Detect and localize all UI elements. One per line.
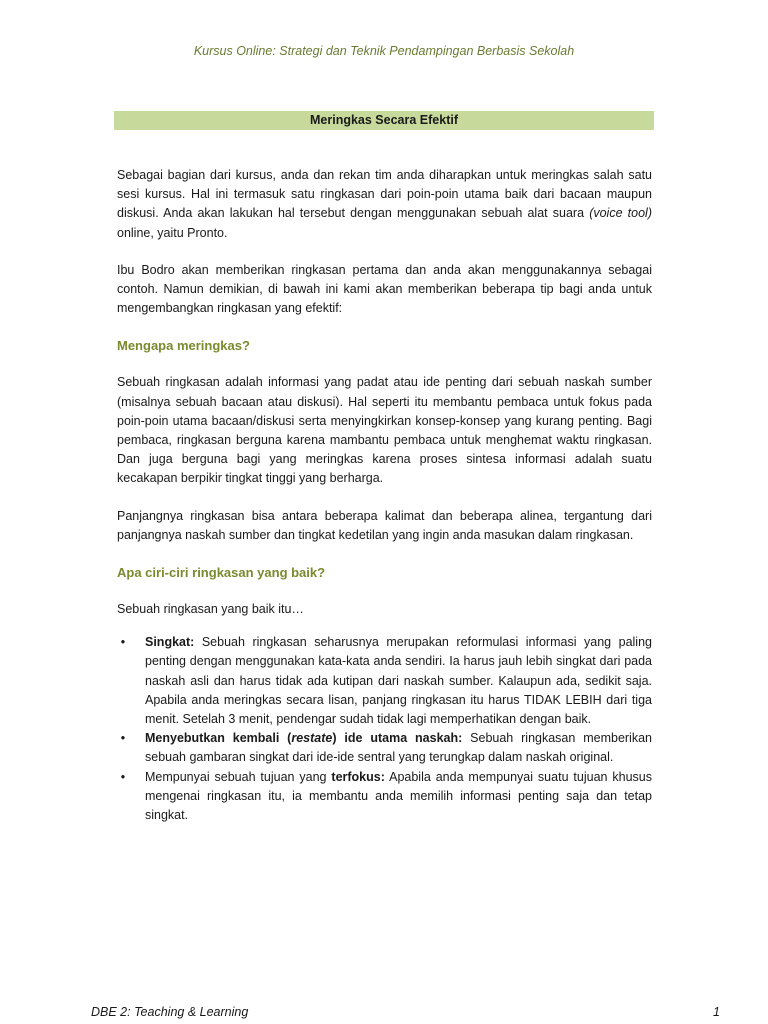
bullet-icon: • bbox=[120, 635, 126, 650]
footer-course-name: DBE 2: Teaching & Learning bbox=[91, 1005, 249, 1019]
heading-why-summarize: Mengapa meringkas? bbox=[117, 338, 250, 354]
bullet-list bbox=[117, 633, 652, 825]
paragraph-tips: Ibu Bodro akan memberikan ringkasan pertama dan anda akan menggunakannya sebagai contoh. Namun demikian, di bawah ini kami akan memberikan beberapa tip bagi anda untuk mengembangkan ringkasan yang efektif: bbox=[117, 262, 652, 316]
paragraph-lead: Sebuah ringkasan yang baik itu… bbox=[117, 602, 304, 617]
paragraph-definition: Sebuah ringkasan adalah informasi yang padat atau ide penting dari sebuah naskah sumber (misalnya sebuah bacaan atau diskusi). Hal seperti itu membantu pembaca untuk fokus pada poin-poin utama bacaan/diskusi serta menyingkirkan konsep-konsep yang kurang penting. Bagi pembaca, ringkasan berguna karena mambantu pembaca untuk menghemat waktu ringkasan. Dan juga berguna bagi yang meringkas karena proses sintesa informasi adalah suatu kecakapan berpikir tingkat tinggi yang berharga. bbox=[117, 375, 652, 486]
document-title: Meringkas Secara Efektif bbox=[114, 111, 654, 130]
page-header: Kursus Online: Strategi dan Teknik Pendampingan Berbasis Sekolah bbox=[193, 44, 575, 58]
list-item: • Menyebutkan kembali (restate) ide utama naskah: Sebuah ringkasan memberikan sebuah gambaran singkat dari ide-ide sentral yang terungkap dalam naskah original. bbox=[117, 729, 652, 767]
list-item: • Mempunyai sebuah tujuan yang terfokus: Apabila anda mempunyai suatu tujuan khusus mengenai ringkasan itu, ia membantu anda memilih informasi penting saja dan tetap singkat. bbox=[117, 768, 652, 826]
heading-good-summary: Apa ciri-ciri ringkasan yang baik? bbox=[117, 565, 326, 581]
document-body bbox=[117, 166, 652, 825]
bullet-icon: • bbox=[120, 769, 126, 784]
bullet-icon: • bbox=[120, 731, 126, 746]
paragraph-intro: Sebagai bagian dari kursus, anda dan rekan tim anda diharapkan untuk meringkas salah satu sesi kursus. Hal ini termasuk satu ringkasan dari poin-poin utama baik dari bacaan maupun diskusi. Anda akan lakukan hal tersebut dengan menggunakan sebuah alat suara (voice tool) online, yaitu Pronto. bbox=[117, 168, 652, 240]
page-number: 1 bbox=[713, 1005, 720, 1019]
list-item: • Singkat: Sebuah ringkasan seharusnya merupakan reformulasi informasi yang paling penting dengan menggunakan kata-kata anda sendiri. Ia harus jauh lebih singkat dari pada naskah asli dan harus tidak ada kutipan dari naskah sumber. Kalaupun ada, sedikit saja. Apabila anda meringkas secara lisan, panjang ringkasan itu harus TIDAK LEBIH dari tiga menit. Setelah 3 menit, pendengar sudah tidak lagi memperhatikan dengan baik. bbox=[117, 633, 652, 729]
paragraph-length: Panjangnya ringkasan bisa antara beberapa kalimat dan beberapa alinea, tergantung dari panjangnya naskah sumber dan tingkat kedetilan yang ingin anda masukan dalam ringkasan. bbox=[117, 508, 652, 542]
